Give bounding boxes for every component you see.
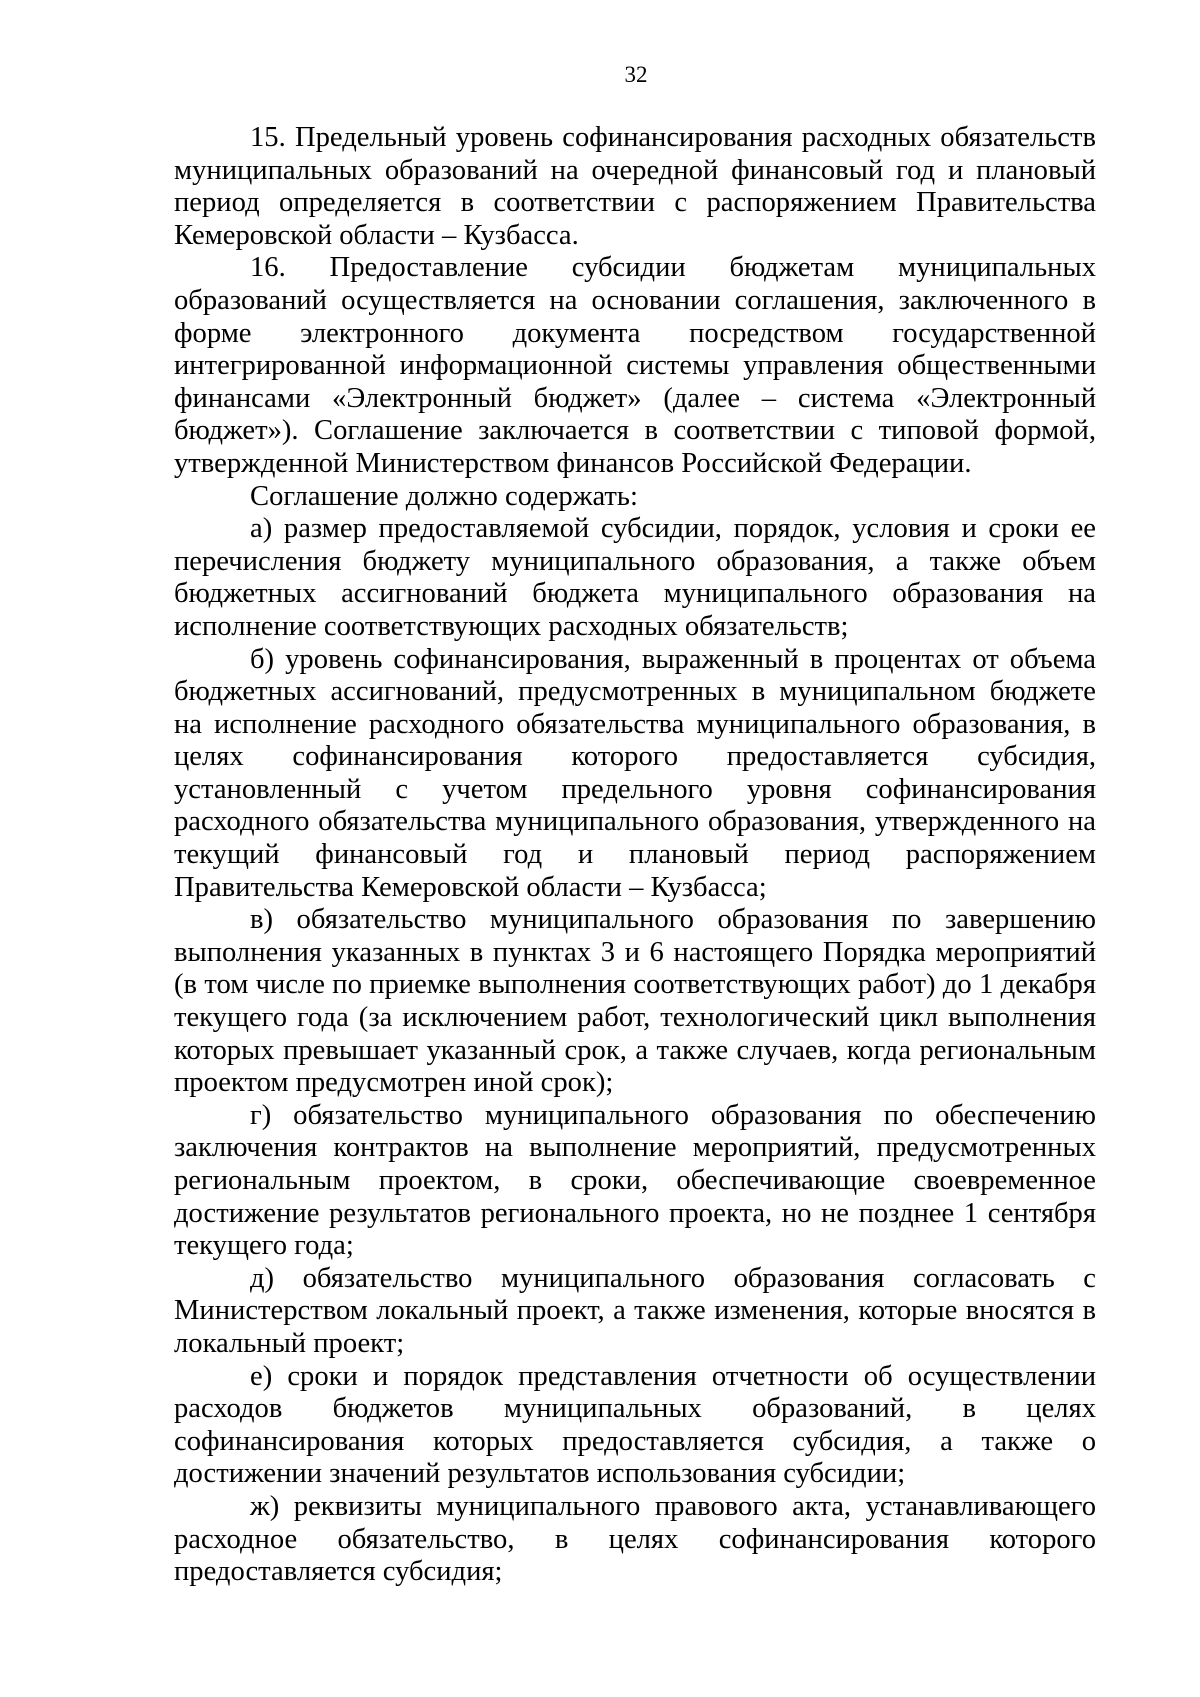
list-item-g: г) обязательство муниципального образования по обеспечению заключения контрактов на выполнение мероприятий, предусмотренных региональным проектом, в сроки, обеспечивающие своевременное достижение результатов регионального проекта, но не позднее 1 сентября текущего года; [174,1099,1096,1262]
paragraph-15: 15. Предельный уровень софинансирования расходных обязательств муниципальных образований на очередной финансовый год и плановый период определяется в соответствии с распоряжением Правительства Кемеровской области – Кузбасса. [174,122,1096,251]
list-item-e: е) сроки и порядок представления отчетности об осуществлении расходов бюджетов муниципальных образований, в целях софинансирования которых предоставляется субсидия, а также о достижении значений результатов использования субсидии; [174,1360,1096,1490]
paragraph-16: 16. Предоставление субсидии бюджетам муниципальных образований осуществляется на основании соглашения, заключенного в форме электронного документа посредством государственной интегрированной информационной системы управления общественными финансами «Электронный бюджет» (далее – система «Электронный бюджет»). Соглашение заключается в соответствии с типовой формой, утвержденной Министерством финансов Российской Федерации. [174,252,1096,479]
list-item-a: а) размер предоставляемой субсидии, порядок, условия и сроки ее перечисления бюджету муниципального образования, а также объем бюджетных ассигнований бюджета муниципального образования на исполнение соответствующих расходных обязательств; [174,513,1096,642]
document-body [174,122,1096,1589]
page-number: 32 [624,62,648,87]
list-item-v: в) обязательство муниципального образования по завершению выполнения указанных в пунктах 3 и 6 настоящего Порядка мероприятий (в том числе по приемке выполнения соответствующих работ) до 1 декабря текущего года (за исключением работ, технологический цикл выполнения которых превышает указанный срок, а также случаев, когда региональным проектом предусмотрен иной срок); [174,904,1096,1099]
paragraph-agreement-intro: Соглашение должно содержать: [250,480,638,512]
list-item-d: д) обязательство муниципального образования согласовать с Министерством локальный проект, а также изменения, которые вносятся в локальный проект; [174,1262,1096,1359]
list-item-zh: ж) реквизиты муниципального правового акта, устанавливающего расходное обязательство, в целях софинансирования которого предоставляется субсидия; [174,1490,1096,1588]
list-item-b: б) уровень софинансирования, выраженный в процентах от объема бюджетных ассигнований, предусмотренных в муниципальном бюджете на исполнение расходного обязательства муниципального образования, в целях софинансирования которого предоставляется субсидия, установленный с учетом предельного уровня софинансирования расходного обязательства муниципального образования, утвержденного на текущий финансовый год и плановый период распоряжением Правительства Кемеровской области – Кузбасса; [174,643,1096,903]
